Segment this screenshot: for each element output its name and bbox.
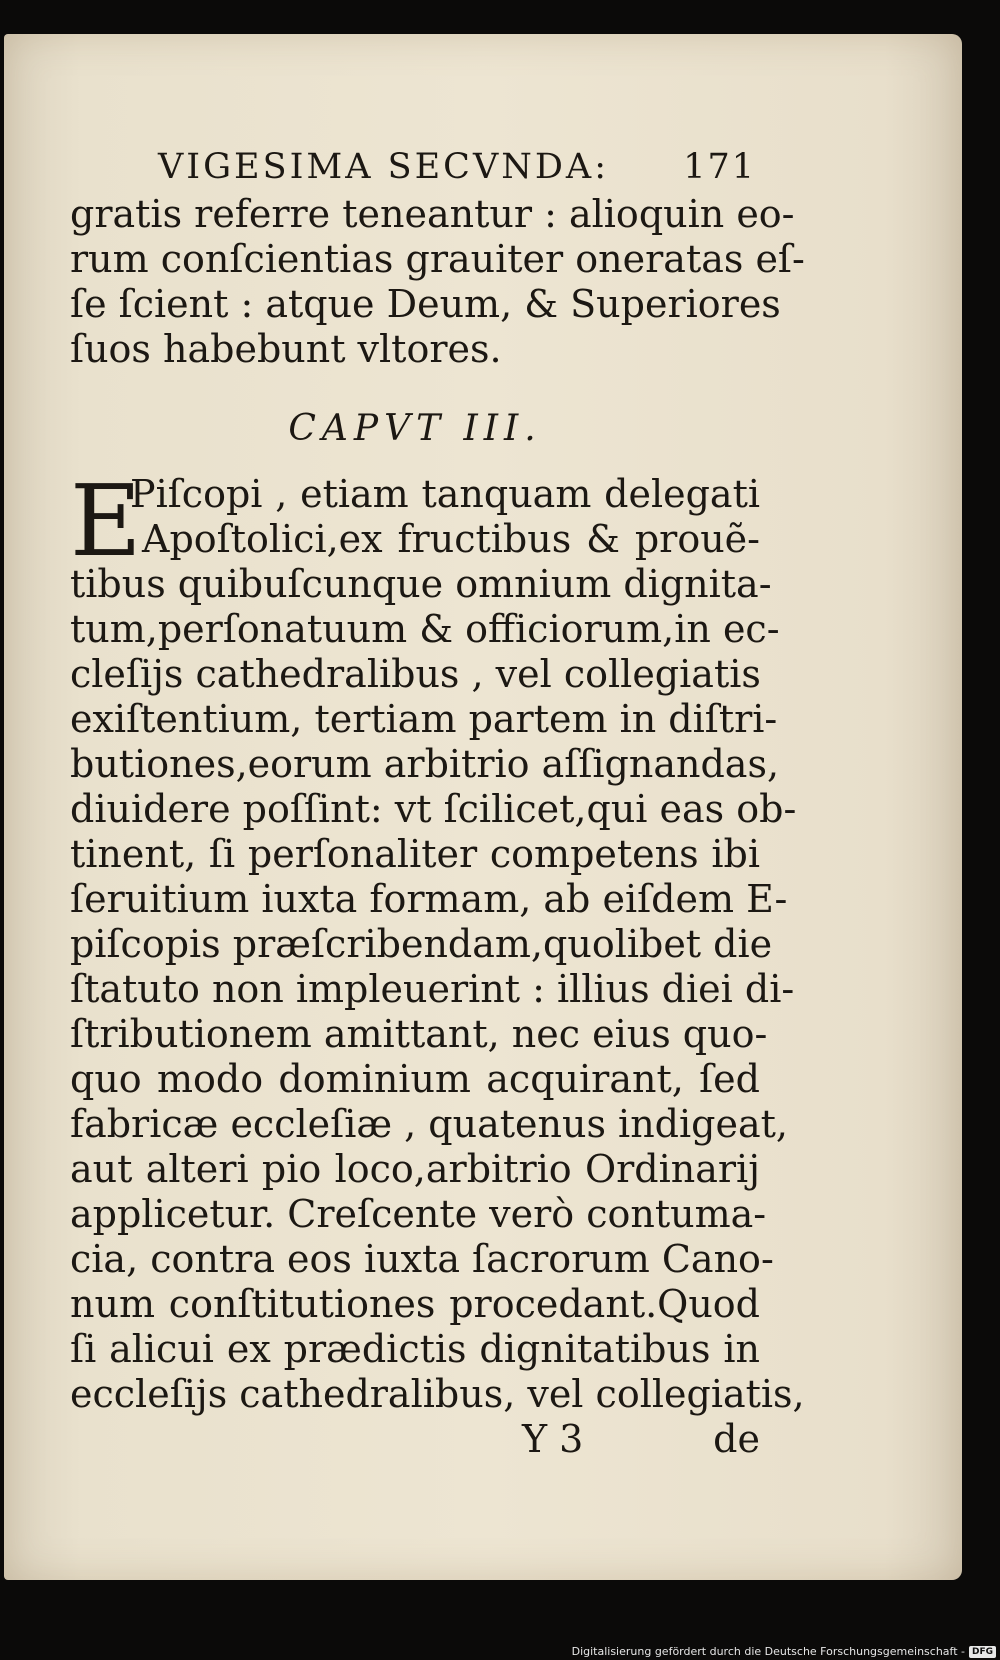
text-line: ſe ſcient : atque Deum, & Superiores [70, 282, 781, 326]
drop-cap-initial: E [70, 465, 142, 579]
text-line: applicetur. Creſcente verò contuma- [70, 1192, 767, 1236]
text-line: fabricæ eccleſiæ , quatenus indigeat, [70, 1102, 788, 1146]
text-line: aut alteri pio loco,arbitrio Ordinarij [70, 1147, 760, 1191]
text-line: ſtributionem amittant, nec eius quo- [70, 1012, 768, 1056]
text-line: cia, contra eos iuxta ſacrorum Cano- [70, 1237, 774, 1281]
chapter-heading: CAPVT III. [288, 408, 542, 449]
text-line: Piſcopi , etiam tanquam delegati [130, 472, 760, 516]
text-line: gratis referre teneantur : alioquin eo- [70, 192, 795, 236]
credit-text: Digitalisierung gefördert durch die Deutsche Forschungsgemeinschaft - [571, 1645, 965, 1658]
text-line: Apoſtolici,ex fructibus & prouẽ- [142, 517, 760, 561]
text-line: ſi alicui ex prædictis dignitatibus in [70, 1327, 760, 1371]
running-head [70, 142, 760, 192]
body-top [70, 192, 805, 372]
text-line: cleſijs cathedralibus , vel collegiatis [70, 652, 761, 696]
text-line: ſuos habebunt vltores. [70, 327, 502, 371]
dfg-logo-icon: DFG [969, 1646, 996, 1658]
text-line: butiones,eorum arbitrio aſſignandas, [70, 742, 780, 786]
text-line: exiſtentium, tertiam partem in diſtri- [70, 697, 778, 741]
text-line: eccleſijs cathedralibus, vel collegiatis, [70, 1372, 805, 1416]
page-footer [70, 1417, 760, 1462]
text-line: ſeruitium iuxta formam, ab eiſdem E- [70, 877, 788, 921]
body-main [70, 562, 805, 1417]
digitization-credit [572, 1645, 996, 1658]
text-block [70, 142, 805, 1462]
text-line: diuidere poſſint: vt ſcilicet,qui eas ob- [70, 787, 797, 831]
chapter-opening [70, 465, 760, 579]
book-page [4, 34, 962, 1580]
catchword: de [713, 1417, 760, 1461]
text-line: tinent, ſi perſonaliter competens ibi [70, 832, 760, 876]
text-line: tum,perſonatuum & officiorum,in ec- [70, 607, 780, 651]
signature-mark: Y 3 [522, 1417, 584, 1461]
running-title: VIGESIMA SECVNDA: [158, 147, 609, 187]
text-line: num conſtitutiones procedant.Quod [70, 1282, 760, 1326]
text-line: ſtatuto non impleuerint : illius diei di- [70, 967, 795, 1011]
page-number: 171 [683, 147, 756, 187]
text-line: quo modo dominium acquirant, ſed [70, 1057, 760, 1101]
text-line: tibus quibuſcunque omnium dignita- [70, 562, 772, 606]
text-line: rum conſcientias grauiter oneratas eſ- [70, 237, 805, 281]
text-line: piſcopis præſcribendam,quolibet die [70, 922, 773, 966]
